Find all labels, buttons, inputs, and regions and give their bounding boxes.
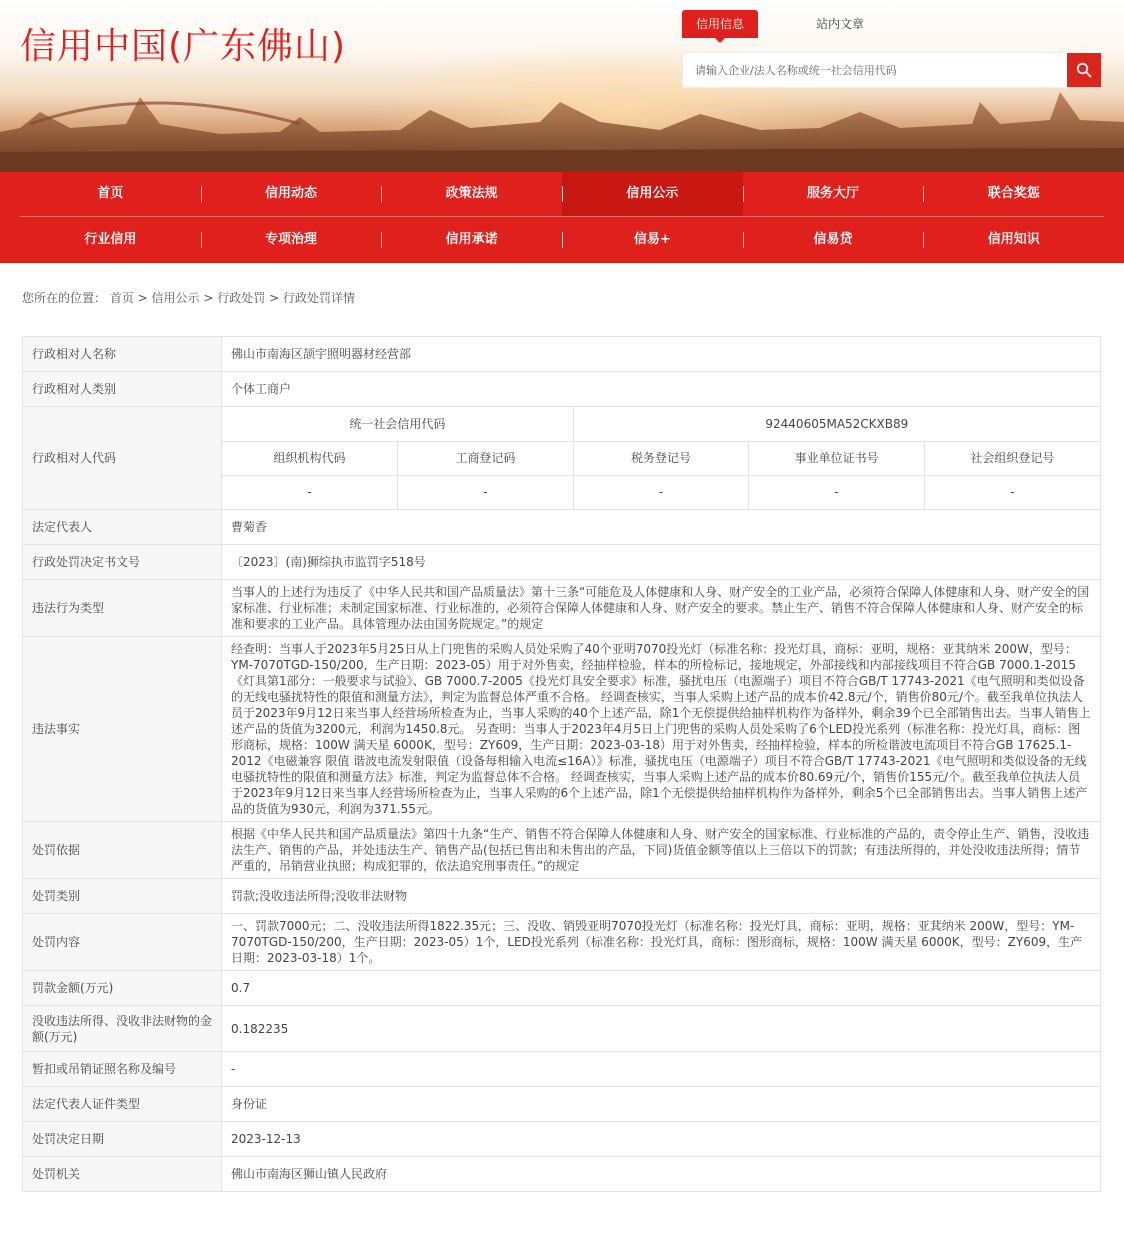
site-title[interactable]: 信用中国(广东佛山) xyxy=(20,26,347,67)
nav-row-secondary xyxy=(20,217,1104,262)
nav-row-primary xyxy=(20,172,1104,217)
label-license: 暂扣或吊销证照名称及编号 xyxy=(23,1052,222,1087)
label-confiscated: 没收违法所得、没收非法财物的金额(万元) xyxy=(23,1006,222,1052)
label-party-code: 行政相对人代码 xyxy=(23,407,222,510)
value-party-category: 个体工商户 xyxy=(222,372,1101,407)
label-institution-cert: 事业单位证书号 xyxy=(749,441,925,475)
label-penalty-type: 处罚类别 xyxy=(23,879,222,914)
value-party-name: 佛山市南海区颉宇照明器材经营部 xyxy=(222,337,1101,372)
value-fine: 0.7 xyxy=(222,971,1101,1006)
table-row xyxy=(23,1122,1101,1157)
tab-site-articles[interactable]: 站内文章 xyxy=(816,17,865,31)
table-row xyxy=(23,637,1101,822)
value-social-org-reg: - xyxy=(924,475,1100,509)
party-code-subtable xyxy=(222,407,1101,510)
breadcrumb-credit-publicity[interactable]: 信用公示 xyxy=(151,291,200,305)
label-legal-rep: 法定代表人 xyxy=(23,510,222,545)
table-row xyxy=(23,510,1101,545)
nav-item-policy[interactable]: 政策法规 xyxy=(381,172,562,216)
value-license: - xyxy=(222,1052,1101,1087)
value-penalty-content: 一、罚款7000元；二、没收违法所得1822.35元；三、没收、销毁亚明7070投光灯（标准名称：投光灯具，商标：亚明，规格：亚萁纳米 200W，型号：YM-7070TGD-150/200，生产日期：2023-05）1个，LED投光系列（标准名称：投光灯具，商标：图形商标，规格：100W 满天星 6000K，型号：ZY609，生产日期：2023-03-18）1个。 xyxy=(222,914,1101,971)
breadcrumb-admin-penalty[interactable]: 行政处罚 xyxy=(217,291,266,305)
label-tax-reg: 税务登记号 xyxy=(573,441,749,475)
value-decision-date: 2023-12-13 xyxy=(222,1122,1101,1157)
nav-item-joint-rewards[interactable]: 联合奖惩 xyxy=(923,172,1104,216)
nav-item-special-governance[interactable]: 专项治理 xyxy=(201,218,382,262)
label-decision-date: 处罚决定日期 xyxy=(23,1122,222,1157)
value-penalty-type: 罚款;没收违法所得;没收非法财物 xyxy=(222,879,1101,914)
breadcrumb-prefix: 您所在的位置： xyxy=(22,291,107,305)
value-authority: 佛山市南海区狮山镇人民政府 xyxy=(222,1157,1101,1192)
label-violation-type: 违法行为类型 xyxy=(23,580,222,637)
nav-item-credit-publicity[interactable]: 信用公示 xyxy=(562,172,743,216)
value-legal-rep: 曹菊香 xyxy=(222,510,1101,545)
value-violation-type: 当事人的上述行为违反了《中华人民共和国产品质量法》第十三条“可能危及人体健康和人身、财产安全的工业产品，必须符合保障人体健康和人身、财产安全的国家标准、行业标准；未制定国家标准、行业标准的，必须符合保障人体健康和人身、财产安全的要求。禁止生产、销售不符合保障人体健康和人身、财产安全的标准和要求的工业产品。具体管理办法由国务院规定。”的规定 xyxy=(222,580,1101,637)
breadcrumb-home[interactable]: 首页 xyxy=(109,291,134,305)
value-org-code: - xyxy=(307,485,312,500)
nav-item-xinyi-loan[interactable]: 信易贷 xyxy=(743,218,924,262)
nav-item-credit-knowledge[interactable]: 信用知识 xyxy=(923,218,1104,262)
search-box xyxy=(682,52,1102,88)
nav-item-xinyi-plus[interactable]: 信易+ xyxy=(562,218,743,262)
table-row xyxy=(23,407,1101,510)
table-row xyxy=(23,1006,1101,1052)
value-institution-cert: - xyxy=(749,475,925,509)
table-row xyxy=(23,1087,1101,1122)
value-confiscated: 0.182235 xyxy=(222,1006,1101,1052)
breadcrumb xyxy=(22,289,1124,309)
nav-item-credit-commitment[interactable]: 信用承诺 xyxy=(381,218,562,262)
label-authority: 处罚机关 xyxy=(23,1157,222,1192)
table-row xyxy=(23,372,1101,407)
label-id-type: 法定代表人证件类型 xyxy=(23,1087,222,1122)
label-social-org-reg: 社会组织登记号 xyxy=(924,441,1100,475)
penalty-detail-table xyxy=(22,336,1101,1192)
label-party-category: 行政相对人类别 xyxy=(23,372,222,407)
label-doc-no: 行政处罚决定书文号 xyxy=(23,545,222,580)
label-uscc: 统一社会信用代码 xyxy=(222,407,573,441)
label-facts: 违法事实 xyxy=(23,637,222,822)
table-row xyxy=(23,1052,1101,1087)
nav-item-service-hall[interactable]: 服务大厅 xyxy=(743,172,924,216)
table-row xyxy=(23,580,1101,637)
search-input[interactable] xyxy=(683,53,1067,87)
value-id-type: 身份证 xyxy=(222,1087,1101,1122)
tab-credit-info[interactable]: 信用信息 xyxy=(682,10,758,38)
breadcrumb-sep: > xyxy=(199,291,218,305)
code-subtable xyxy=(222,407,1100,509)
table-row xyxy=(23,914,1101,971)
table-row xyxy=(23,822,1101,879)
value-uscc: 92440605MA52CKXB89 xyxy=(573,407,1100,441)
label-fine: 罚款金额(万元) xyxy=(23,971,222,1006)
value-facts: 经查明：当事人于2023年5月25日从上门兜售的采购人员处采购了40个亚明7070投光灯（标准名称：投光灯具，商标：亚明，规格：亚萁纳米 200W，型号：YM-7070TGD-150/200，生产日期：2023-05）用于对外售卖，经抽样检验，样本的所检标记，接地规定，外部接线和内部接线项目不符合GB 7000.1-2015《灯具第1部分：一般要求与试验》、GB 7000.7-2005《投光灯具安全要求》标准，骚扰电压（电源端子）项目不符合GB/T 17743-2021《电气照明和类似设备的无线电骚扰特性的限值和测量方法》，判定为监督总体严重不合格。 经调查核实，当事人采购上述产品的成本价42.8元/个，销售价80元/个。截至我单位执法人员于2023年9月12日来当事人经营场所检查为止，当事人采购的40个上述产品，除1个无偿提供给抽样机构作为备样外，剩余39个已全部销售出去。当事人销售上述产品的货值为3200元，利润为1450.8元。 另查明：当事人于2023年4月5日上门兜售的采购人员处采购了6个LED投光系列（标准名称：投光灯具，商标：图形商标，规格：100W 满天星 6000K，型号：ZY609，生产日期：2023-03-18）用于对外售卖，经抽样检验，样本的所检谐波电流项目不符合GB 17625.1-2012《电磁兼容 限值 谐波电流发射限值（设备每相输入电流≤16A）》标准，骚扰电压（电源端子）项目不符合GB/T 17743-2021《电气照明和类似设备的无线电骚扰特性的限值和测量方法》标准，判定为监督总体不合格。 经调查核实，当事人采购上述产品的成本价80.69元/个，销售价155元/个。截至我单位执法人员于2023年9月12日来当事人经营场所检查为止，当事人采购的6个上述产品，除1个无偿提供给抽样机构作为备样外，剩余5个已全部销售出去。当事人销售上述产品的货值为930元，利润为371.55元。 xyxy=(222,637,1101,822)
search-icon xyxy=(1076,62,1092,78)
table-row xyxy=(23,1157,1101,1192)
value-tax-reg: - xyxy=(573,475,749,509)
search-button[interactable] xyxy=(1067,53,1101,87)
main-nav xyxy=(0,172,1124,263)
search-tabs xyxy=(682,10,922,38)
nav-item-home[interactable]: 首页 xyxy=(97,186,124,201)
value-doc-no: 〔2023〕(南)狮综执市监罚字518号 xyxy=(222,545,1101,580)
breadcrumb-current: 行政处罚详情 xyxy=(282,291,355,305)
value-business-reg: - xyxy=(398,475,574,509)
label-penalty-content: 处罚内容 xyxy=(23,914,222,971)
value-basis: 根据《中华人民共和国产品质量法》第四十九条“生产、销售不符合保障人体健康和人身、财产安全的国家标准、行业标准的产品的，责令停止生产、销售，没收违法生产、销售的产品，并处违法生产、销售产品(包括已售出和未售出的产品，下同)货值金额等值以上三倍以下的罚款；有违法所得的，并处没收违法所得；情节严重的，吊销营业执照；构成犯罪的，依法追究刑事责任。”的规定 xyxy=(222,822,1101,879)
breadcrumb-sep: > xyxy=(265,291,283,305)
breadcrumb-sep: > xyxy=(133,291,152,305)
label-party-name: 行政相对人名称 xyxy=(23,337,222,372)
table-row xyxy=(23,337,1101,372)
nav-item-industry-credit[interactable]: 行业信用 xyxy=(84,231,137,247)
table-row xyxy=(23,879,1101,914)
label-basis: 处罚依据 xyxy=(23,822,222,879)
table-row xyxy=(23,971,1101,1006)
header-banner xyxy=(0,0,1124,172)
nav-item-credit-news[interactable]: 信用动态 xyxy=(201,172,382,216)
label-business-reg: 工商登记码 xyxy=(398,441,574,475)
table-row xyxy=(23,545,1101,580)
label-org-code: 组织机构代码 xyxy=(222,441,398,475)
